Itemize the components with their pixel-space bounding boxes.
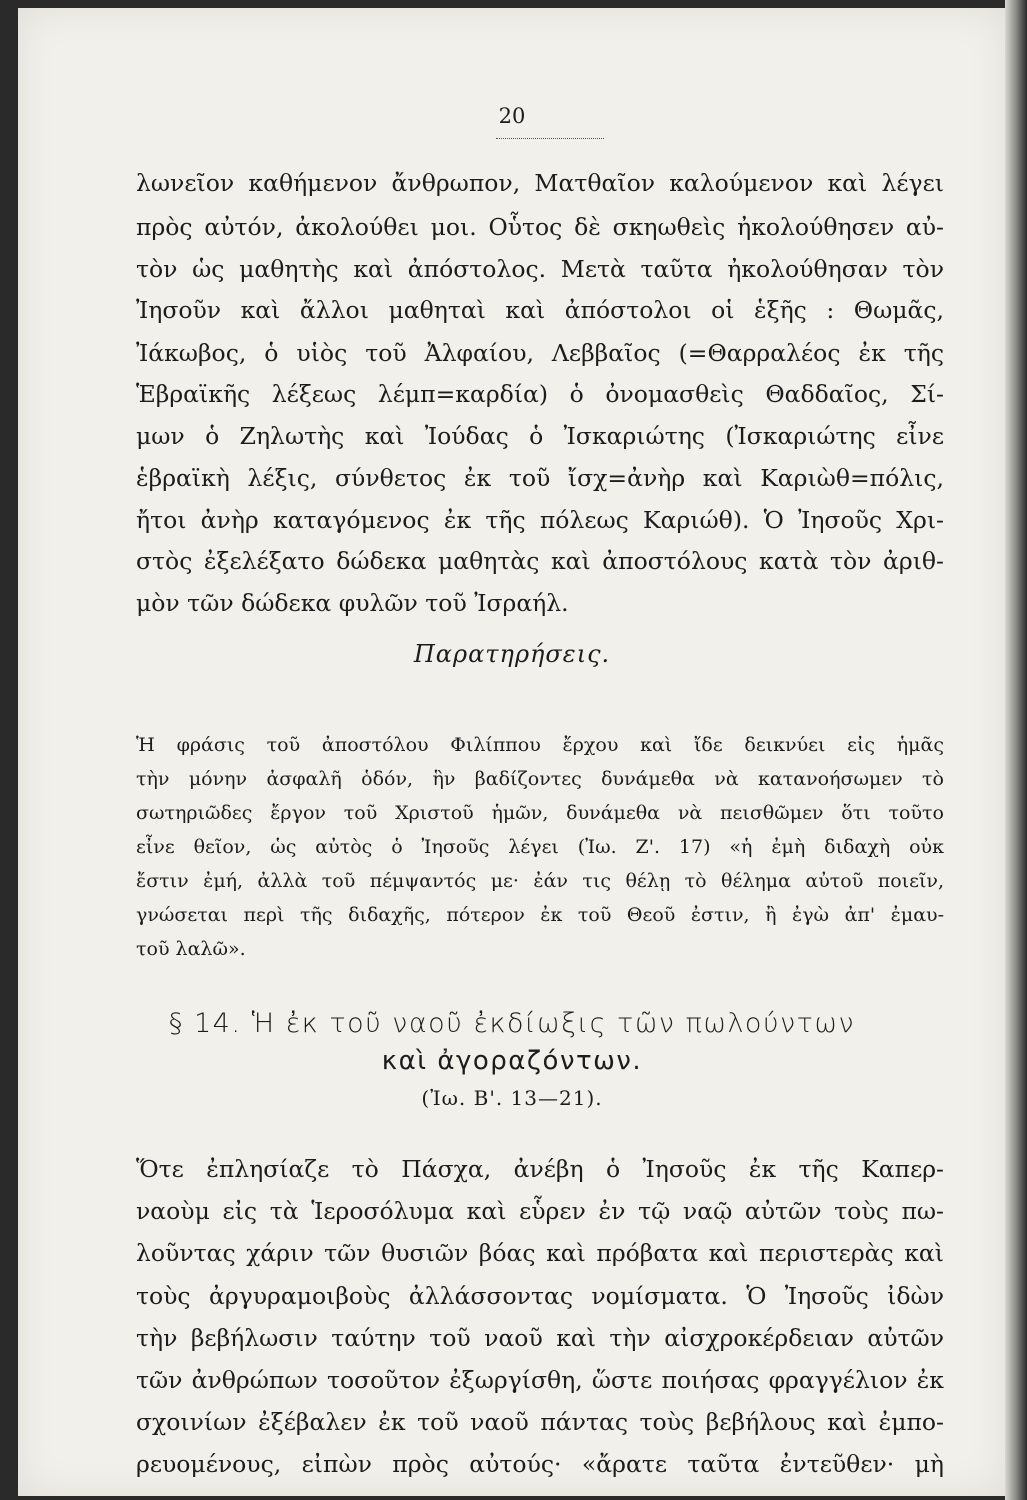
- book-page: [18, 8, 1006, 1496]
- body-line: ἑβραϊκὴ λέξις, σύνθετος ἐκ τοῦ ἴσχ=ἀνὴρ καὶ Καριὼθ=πόλις,: [136, 464, 944, 492]
- body-line: μων ὁ Ζηλωτὴς καὶ Ἰούδας ὁ Ἰσκαριώτης (Ἰσκαριώτης εἶνε: [136, 422, 944, 450]
- section-line: ρευομένους, εἰπὼν πρὸς αὐτούς· «ἄρατε ταῦτα ἐντεῦθεν· μὴ: [136, 1450, 944, 1478]
- body-line: πρὸς αὐτόν, ἀκολούθει μοι. Οὗτος δὲ σκηωθεὶς ἠκολούθησεν αὐ-: [136, 213, 944, 241]
- note-line: Ἡ φράσις τοῦ ἀποστόλου Φιλίππου ἔρχου καὶ ἴδε δεικνύει εἰς ἡμᾶς: [136, 734, 944, 756]
- body-line: τὸν ὡς μαθητὴς καὶ ἀπόστολος. Μετὰ ταῦτα ἠκολούθησαν τὸν: [136, 255, 944, 283]
- body-line: Ἰησοῦν καὶ ἄλλοι μαθηταὶ καὶ ἀπόστολοι οἱ ἑξῆς : Θωμᾶς,: [136, 296, 944, 324]
- section-line: λοῦντας χάριν τῶν θυσιῶν βόας καὶ πρόβατα καὶ περιστερὰς καὶ: [136, 1239, 944, 1267]
- note-line: γνώσεται περὶ τῆς διδαχῆς, πότερον ἐκ τοῦ Θεοῦ ἐστιν, ἢ ἐγὼ ἀπ' ἐμαυ-: [136, 904, 944, 926]
- body-line: Ἑβραϊκῆς λέξεως λέμπ=καρδία) ὁ ὀνομασθεὶς Θαδδαῖος, Σί-: [136, 380, 944, 408]
- section-reference: (Ἰω. Β'. 13—21).: [421, 1086, 603, 1110]
- book-spine-shadow: [1005, 0, 1027, 1500]
- section-line: ναοὺμ εἰς τὰ Ἱεροσόλυμα καὶ εὗρεν ἐν τῷ ναῷ αὐτῶν τοὺς πω-: [136, 1197, 944, 1225]
- page-number: 20: [498, 104, 526, 128]
- note-line: τοῦ λαλῶ».: [136, 938, 246, 960]
- note-line: σωτηριῶδες ἔργον τοῦ Χριστοῦ ἡμῶν, δυνάμεθα νὰ πεισθῶμεν ὅτι τοῦτο: [136, 802, 944, 824]
- observations-heading: Παρατηρήσεις.: [413, 640, 611, 668]
- body-line: στὸς ἐξελέξατο δώδεκα μαθητὰς καὶ ἀποστόλους κατὰ τὸν ἀριθ-: [136, 547, 944, 575]
- body-line: μὸν τῶν δώδεκα φυλῶν τοῦ Ἰσραήλ.: [136, 589, 569, 617]
- section-line: τῶν ἀνθρώπων τοσοῦτον ἐξωργίσθη, ὥστε ποιήσας φραγγέλιον ἐκ: [136, 1366, 944, 1394]
- section-line: Ὅτε ἐπλησίαζε τὸ Πάσχα, ἀνέβη ὁ Ἰησοῦς ἐκ τῆς Καπερ-: [136, 1155, 944, 1183]
- note-line: ἔστιν ἐμή, ἀλλὰ τοῦ πέμψαντός με· ἐάν τις θέλῃ τὸ θέλημα αὐτοῦ ποιεῖν,: [136, 870, 944, 892]
- section-title-continuation: καὶ ἀγοραζόντων.: [381, 1046, 643, 1076]
- page-number-rule: [496, 138, 604, 139]
- body-line: Ἰάκωβος, ὁ υἱὸς τοῦ Ἀλφαίου, Λεββαῖος (=Θαρραλέος ἐκ τῆς: [136, 339, 944, 367]
- section-line: τοὺς ἀργυραμοιβοὺς ἀλλάσσοντας νομίσματα. Ὁ Ἰησοῦς ἰδὼν: [136, 1282, 944, 1310]
- body-line: λωνεῖον καθήμενον ἄνθρωπον, Ματθαῖον καλούμενον καὶ λέγει: [136, 169, 944, 197]
- section-title: § 14. Ἡ ἐκ τοῦ ναοῦ ἐκδίωξις τῶν πωλούντων: [168, 1008, 856, 1039]
- body-line: ἤτοι ἀνὴρ καταγόμενος ἐκ τῆς πόλεως Καριώθ). Ὁ Ἰησοῦς Χρι-: [136, 506, 944, 534]
- note-line: εἶνε θεῖον, ὡς αὐτὸς ὁ Ἰησοῦς λέγει (Ἰω. Ζ'. 17) «ἡ ἐμὴ διδαχὴ οὐκ: [136, 836, 944, 858]
- section-line: σχοινίων ἐξέβαλεν ἐκ τοῦ ναοῦ πάντας τοὺς βεβήλους καὶ ἐμπο-: [136, 1408, 944, 1436]
- note-line: τὴν μόνην ἀσφαλῆ ὁδόν, ἣν βαδίζοντες δυνάμεθα νὰ κατανοήσωμεν τὸ: [136, 768, 944, 790]
- section-line: τὴν βεβήλωσιν ταύτην τοῦ ναοῦ καὶ τὴν αἰσχροκέρδειαν αὐτῶν: [136, 1324, 944, 1352]
